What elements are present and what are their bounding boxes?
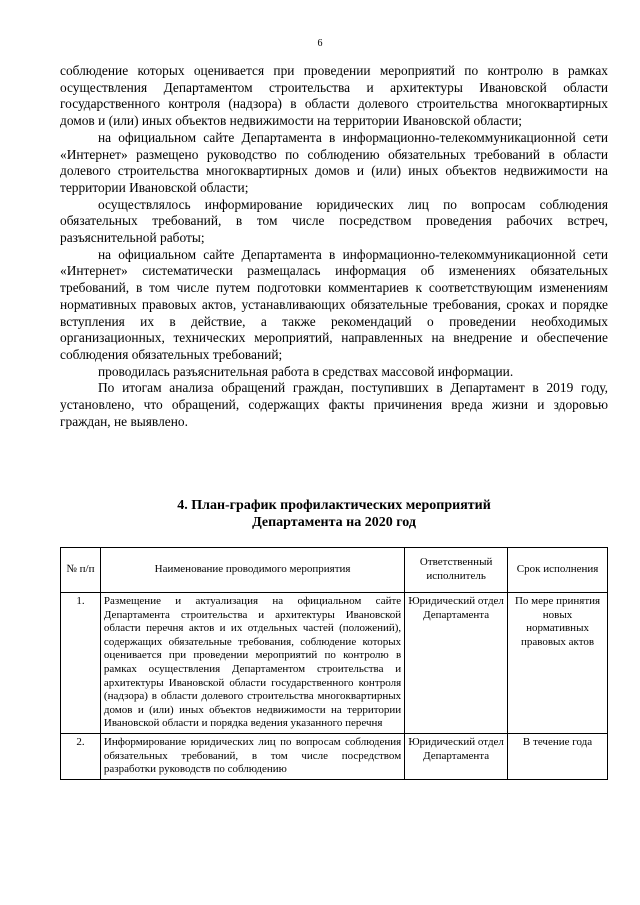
paragraph: соблюдение которых оценивается при проведении мероприятий по контролю в рамках осуществления Департаментом строительства и архитектуры Ивановской области государственного контроля (надзора) в области долевого строительства многоквартирных домов и (или) иных объектов недвижимости на территории Ивановской области; — [60, 63, 608, 129]
header-responsible: Ответственный исполнитель — [405, 548, 508, 593]
table-header-row — [61, 548, 608, 593]
row-deadline: В течение года — [508, 733, 608, 779]
header-num: № п/п — [61, 548, 101, 593]
header-deadline: Срок исполнения — [508, 548, 608, 593]
paragraph: проводилась разъяснительная работа в средствах массовой информации. — [98, 363, 514, 379]
page-number: 6 — [317, 38, 323, 49]
paragraph: По итогам анализа обращений граждан, поступивших в Департамент в 2019 году, установлено, что обращений, содержащих факты причинения вреда жизни и здоровью граждан, не выявлено. — [60, 380, 608, 429]
body-text — [60, 63, 608, 430]
paragraph: на официальном сайте Департамента в информационно-телекоммуникационной сети «Интернет» систематически размещалась информация об изменениях обязательных требований, в том числе путем подготовки комментариев к соответствующим изменениям нормативных правовых актов, устанавливающих обязательные требования, сроках и порядке вступления их в действие, а также рекомендаций о проведении необходимых организационных, технических мероприятий, направленных на внедрение и обеспечение соблюдения обязательных требований; — [60, 246, 608, 362]
plan-schedule-table — [60, 547, 608, 780]
section-heading-line: Департамента на 2020 год — [252, 515, 416, 530]
row-event: Размещение и актуализация на официальном сайте Департамента строительства и архитектуры Ивановской области перечня актов и их отдельных частей (положений), содержащих обязательные требования, соблюдение которых оценивается при проведении мероприятий по контролю в рамках осуществления Департаментом строительства и архитектуры Ивановской области государственного контроля (надзора) в области долевого строительства многоквартирных домов и (или) иных объектов недвижимости на территории Ивановской области и порядка ведения указанного перечня — [100, 593, 404, 734]
row-deadline: По мере принятия новых нормативных правовых актов — [508, 593, 608, 734]
paragraph: на официальном сайте Департамента в информационно-телекоммуникационной сети «Интернет» размещено руководство по соблюдению обязательных требований в области долевого строительства многоквартирных домов и (или) иных объектов недвижимости на территории Ивановской области; — [60, 129, 608, 195]
table-row — [61, 593, 608, 734]
row-responsible: Юридический отдел Департамента — [405, 593, 508, 734]
paragraph: осуществлялось информирование юридических лиц по вопросам соблюдения обязательных требований, в том числе посредством проведения рабочих встреч, разъяснительной работы; — [60, 196, 608, 246]
section-heading — [60, 497, 608, 531]
header-event: Наименование проводимого мероприятия — [100, 548, 404, 593]
row-responsible: Юридический отдел Департамента — [405, 733, 508, 779]
section-heading-line: 4. План-график профилактических мероприятий — [177, 498, 491, 513]
row-num: 2. — [61, 733, 101, 779]
row-num: 1. — [61, 593, 101, 734]
table-row — [61, 733, 608, 779]
row-event: Информирование юридических лиц по вопросам соблюдения обязательных требований, в том числе посредством разработки руководств по соблюдению — [100, 733, 404, 779]
